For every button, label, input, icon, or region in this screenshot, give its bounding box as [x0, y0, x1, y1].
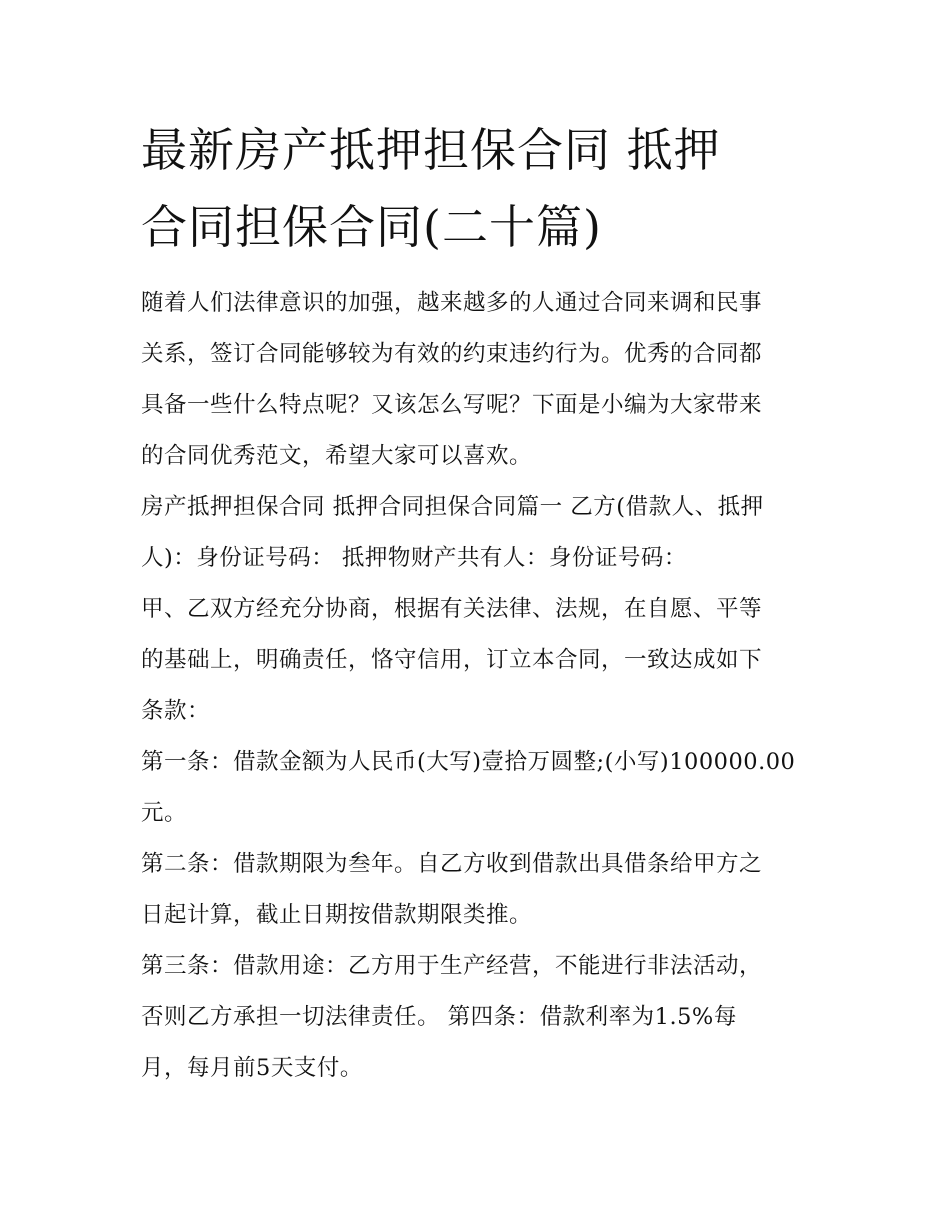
text-line: 的合同优秀范文，希望大家可以喜欢。: [141, 443, 533, 469]
title-line-2: 合同担保合同(二十篇): [141, 200, 602, 254]
text-line: 否则乙方承担一切法律责任。 第四条：借款利率为1.5%每: [141, 1004, 737, 1030]
text-line: 条款：: [141, 698, 211, 724]
parties-paragraph: [141, 482, 813, 584]
article-3-4-paragraph: [141, 941, 813, 1094]
document-title: [141, 112, 813, 266]
text-line: 人)：身份证号码： 抵押物财产共有人：身份证号码：: [141, 545, 687, 571]
article-1-paragraph: [141, 737, 813, 839]
text-line: 具备一些什么特点呢？又该怎么写呢？下面是小编为大家带来: [141, 392, 763, 418]
text-line: 第一条：借款金额为人民币(大写)壹拾万圆整;(小写)100000.00: [141, 749, 796, 775]
text-line: 第二条：借款期限为叁年。自乙方收到借款出具借条给甲方之: [141, 851, 763, 877]
document-body: [141, 112, 813, 1094]
title-line-1: 最新房产抵押担保合同 抵押: [141, 123, 721, 177]
text-line: 随着人们法律意识的加强，越来越多的人通过合同来调和民事: [141, 290, 763, 316]
text-line: 关系，签订合同能够较为有效的约束违约行为。优秀的合同都: [141, 341, 763, 367]
intro-paragraph: [141, 278, 813, 482]
text-line: 日起计算，截止日期按借款期限类推。: [141, 902, 533, 928]
text-line: 第三条：借款用途：乙方用于生产经营，不能进行非法活动，: [141, 953, 763, 979]
text-line: 甲、乙双方经充分协商，根据有关法律、法规，在自愿、平等: [141, 596, 763, 622]
article-2-paragraph: [141, 839, 813, 941]
agreement-paragraph: [141, 584, 813, 737]
text-line: 月，每月前5天支付。: [141, 1055, 363, 1081]
text-line: 的基础上，明确责任，恪守信用，订立本合同，一致达成如下: [141, 647, 763, 673]
text-line: 元。: [141, 800, 188, 826]
text-line: 房产抵押担保合同 抵押合同担保合同篇一 乙方(借款人、抵押: [141, 494, 764, 520]
